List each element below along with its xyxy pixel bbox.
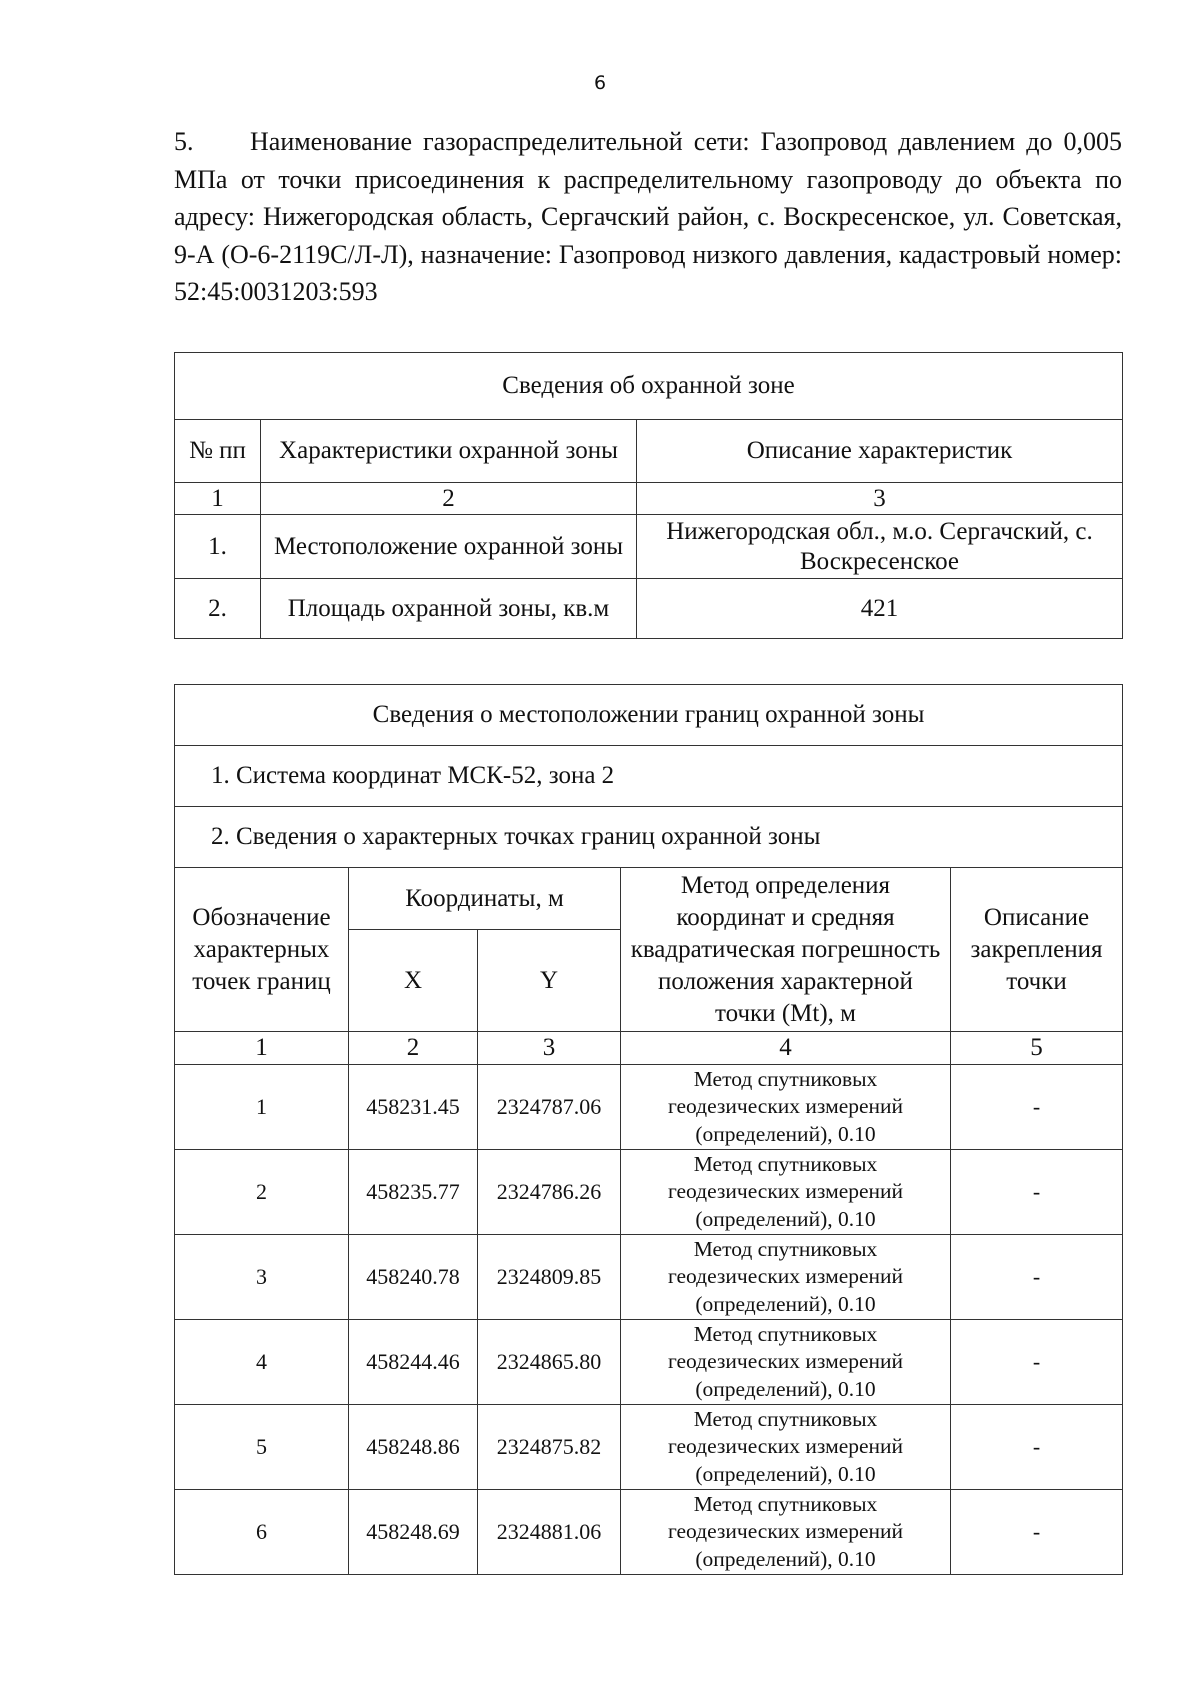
point-fixing: - <box>951 1065 1123 1150</box>
point-id: 2 <box>175 1150 349 1235</box>
column-index: 1 <box>175 483 261 515</box>
header-num: № пп <box>175 420 261 483</box>
row-characteristic: Местоположение охранной зоны <box>261 515 637 579</box>
header-x: X <box>349 930 478 1032</box>
point-y: 2324865.80 <box>478 1320 621 1405</box>
table-row <box>175 1405 1123 1490</box>
column-index: 4 <box>621 1032 951 1065</box>
point-y: 2324786.26 <box>478 1150 621 1235</box>
point-id: 1 <box>175 1065 349 1150</box>
table-row <box>175 1320 1123 1405</box>
bounds-table-title: Сведения о местоположении границ охранной зоны <box>175 685 1123 746</box>
point-x: 458248.86 <box>349 1405 478 1490</box>
page-number: 6 <box>593 72 607 94</box>
column-index: 1 <box>175 1032 349 1065</box>
network-description <box>174 123 1122 311</box>
header-designation: Обозначение характерных точек границ <box>175 868 349 1032</box>
network-description-text: Наименование газораспределительной сети: Газопровод давлением до 0,005 МПа от точки присоединения к распределительному газопроводу до объекта по адресу: Нижегородская область, Сергачский район, с. Воскресенское, ул. Советская, 9-А (О-6-2119С/Л-Л), назначение: Газопровод низкого давления, кадастровый номер: 52:45:0031203:593 <box>174 127 1122 306</box>
point-x: 458240.78 <box>349 1235 478 1320</box>
column-index: 2 <box>349 1032 478 1065</box>
column-index: 2 <box>261 483 637 515</box>
point-method: Метод спутниковых геодезических измерений (определений), 0.10 <box>621 1490 951 1575</box>
protection-zone-table <box>174 352 1123 639</box>
column-index: 3 <box>478 1032 621 1065</box>
point-y: 2324875.82 <box>478 1405 621 1490</box>
table-row <box>175 1150 1123 1235</box>
point-method: Метод спутниковых геодезических измерений (определений), 0.10 <box>621 1320 951 1405</box>
header-description: Описание характеристик <box>637 420 1123 483</box>
row-description: 421 <box>637 579 1123 639</box>
table-row <box>175 1490 1123 1575</box>
table-row <box>175 515 1123 579</box>
zone-table-title: Сведения об охранной зоне <box>175 353 1123 420</box>
row-description: Нижегородская обл., м.о. Сергачский, с. Воскресенское <box>637 515 1123 579</box>
point-id: 3 <box>175 1235 349 1320</box>
header-fixing: Описание закрепления точки <box>951 868 1123 1032</box>
point-method: Метод спутниковых геодезических измерений (определений), 0.10 <box>621 1235 951 1320</box>
point-method: Метод спутниковых геодезических измерений (определений), 0.10 <box>621 1405 951 1490</box>
point-x: 458231.45 <box>349 1065 478 1150</box>
point-id: 5 <box>175 1405 349 1490</box>
point-method: Метод спутниковых геодезических измерений (определений), 0.10 <box>621 1150 951 1235</box>
point-x: 458244.46 <box>349 1320 478 1405</box>
point-fixing: - <box>951 1235 1123 1320</box>
point-y: 2324881.06 <box>478 1490 621 1575</box>
point-y: 2324787.06 <box>478 1065 621 1150</box>
point-id: 4 <box>175 1320 349 1405</box>
header-coords: Координаты, м <box>349 868 621 930</box>
point-fixing: - <box>951 1150 1123 1235</box>
row-num: 1. <box>175 515 261 579</box>
point-fixing: - <box>951 1405 1123 1490</box>
point-x: 458235.77 <box>349 1150 478 1235</box>
point-fixing: - <box>951 1320 1123 1405</box>
column-index: 3 <box>637 483 1123 515</box>
section-number: 5. <box>174 127 194 156</box>
table-row <box>175 1235 1123 1320</box>
point-y: 2324809.85 <box>478 1235 621 1320</box>
points-title: 2. Сведения о характерных точках границ охранной зоны <box>175 807 1123 868</box>
header-y: Y <box>478 930 621 1032</box>
point-method: Метод спутниковых геодезических измерений (определений), 0.10 <box>621 1065 951 1150</box>
column-index: 5 <box>951 1032 1123 1065</box>
table-row <box>175 1065 1123 1150</box>
point-id: 6 <box>175 1490 349 1575</box>
row-num: 2. <box>175 579 261 639</box>
header-method: Метод определения координат и средняя квадратическая погрешность положения характерной точки (Mt), м <box>621 868 951 1032</box>
header-characteristic: Характеристики охранной зоны <box>261 420 637 483</box>
point-x: 458248.69 <box>349 1490 478 1575</box>
table-row <box>175 579 1123 639</box>
boundary-points-table <box>174 684 1123 1575</box>
point-fixing: - <box>951 1490 1123 1575</box>
coord-system: 1. Система координат МСК-52, зона 2 <box>175 746 1123 807</box>
row-characteristic: Площадь охранной зоны, кв.м <box>261 579 637 639</box>
